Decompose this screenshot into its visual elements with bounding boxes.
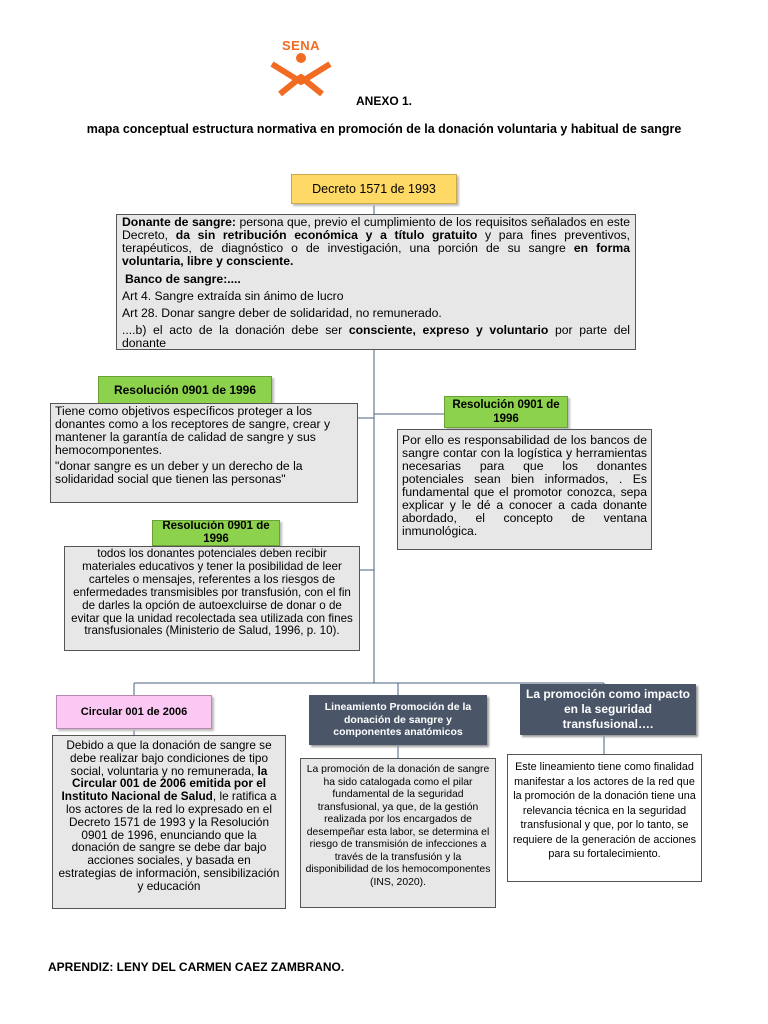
circular-paragraph (57, 739, 281, 893)
art28-text: Art 28. Donar sangre deber de solidaridad, no remunerado. (122, 306, 442, 320)
lineamiento-text: La promoción de la donación de sangre ha sido catalogada como el pilar fundamental de la seguridad transfusional, ya que, de la gestión realizada por los encargados de desempeñar esta labor, se determina el riesgo de transmisión de infecciones a través de la transfusión y la disponibilidad de los hemocomponentes (INS, 2020). (305, 764, 491, 888)
footer-author: APRENDIZ: LENY DEL CARMEN CAEZ ZAMBRANO. (48, 960, 345, 974)
donante-text: persona que, previo el cumplimiento de los requisitos señalados en este Decreto, (122, 215, 630, 242)
res-left-title: Resolución 0901 de 1996 (98, 376, 272, 404)
donante-bold: da sin retribución económica y a título gratuito (175, 228, 478, 242)
banco-label: Banco de sangre:.... (125, 272, 241, 286)
promocion-text: Este lineamiento tiene como finalidad manifestar a los actores de la red que la promoción de la donación tiene una relevancia técnica en la seguridad transfusional y que, por lo tanto, se requiere de la generación de acciones para su fortalecimiento. (512, 761, 697, 860)
circular-text: Debido a que la donación de sangre se debe realizar bajo condiciones de tipo social, voluntaria y no remunerada, (66, 738, 272, 778)
res-mid-text: todos los donantes potenciales deben recibir materiales educativos y tener la posibilidad de leer carteles o mensajes, referentes a los riesgos de enfermedades transmisibles por transfusión, con el fin de darles la opción de autoexcluirse de donar o de evitar que la unidad recolectada sea utilizada con fines transfusionales (Ministerio de Salud, 1996, p. 10). (71, 547, 353, 638)
page-subtitle: mapa conceptual estructura normativa en promoción de la donación voluntaria y habitual de sangre (86, 122, 682, 136)
logo-text: SENA (281, 38, 321, 53)
donante-bold: en forma voluntaria, libre y consciente. (122, 241, 630, 268)
donante-text: y para fines preventivos, terapéuticos, de diagnóstico o de investigación, una porción de su sangre (122, 228, 630, 255)
res-right-text: Por ello es responsabilidad de los bancos de sangre contar con la logística y herramientas necesarias para que los donantes potenciales sean bien informados, . Es fundamental que el promotor conozca, sepa explicar y le dé a conocer a cada donante abordado, el concepto de ventana inmunológica. (402, 433, 647, 538)
acto-bold: consciente, expreso y voluntario (348, 323, 549, 337)
lineamiento-box (300, 758, 496, 908)
decreto-box (116, 214, 636, 350)
donante-label: Donante de sangre: (122, 215, 236, 229)
decreto-title: Decreto 1571 de 1993 (291, 174, 457, 204)
res-mid-title: Resolución 0901 de 1996 (152, 520, 280, 546)
promocion-title: La promoción como impacto en la seguridad transfusional…. (520, 684, 696, 735)
sena-logo (268, 38, 334, 96)
promocion-box (507, 754, 702, 882)
circular-title: Circular 001 de 2006 (56, 695, 212, 729)
acto-text: ....b) el acto de la donación debe ser (122, 323, 349, 337)
circular-text: , le ratifica a los actores de la red lo expresado en el Decreto 1571 de 1993 y la Resolución 0901 de 1996, enunciando que la donación de sangre se debe dar bajo acciones sociales, y basada en estrategias de información, sensibilización y educación (58, 789, 280, 893)
annex-title: ANEXO 1. (355, 94, 412, 108)
res-left-text: Tiene como objetivos específicos proteger a los donantes como a los receptores de sangre, crear y mantener la garantía de calidad de sangre y sus hemocomponentes. (55, 404, 331, 457)
sena-emblem-icon (268, 52, 334, 96)
res-mid-box (64, 546, 360, 651)
acto-text: por parte del donante (122, 323, 630, 350)
lineamiento-title: Lineamiento Promoción de la donación de sangre y componentes anatómicos (309, 695, 487, 745)
acto-paragraph (122, 324, 630, 350)
circular-bold: la Circular 001 de 2006 emitida por el Instituto Nacional de Salud (61, 763, 268, 804)
art4-text: Art 4. Sangre extraída sin ánimo de lucro (122, 289, 344, 303)
donante-paragraph (122, 216, 630, 268)
res-left-box (50, 403, 358, 503)
res-left-quote: "donar sangre es un deber y un derecho de la solidaridad social que tienen las personas" (55, 459, 303, 486)
res-right-title: Resolución 0901 de 1996 (444, 396, 568, 428)
circular-box (52, 735, 286, 909)
res-right-box (397, 429, 652, 550)
